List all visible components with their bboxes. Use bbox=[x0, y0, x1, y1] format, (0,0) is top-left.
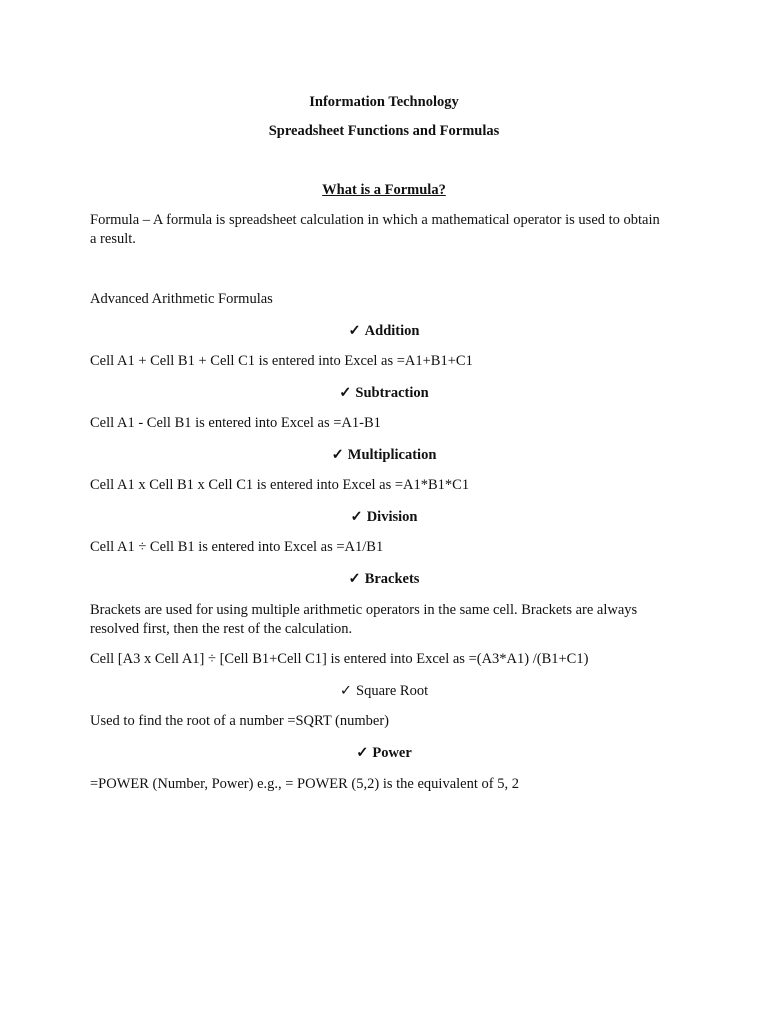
formula-definition: Formula – A formula is spreadsheet calculation in which a mathematical operator is used to obtain a result. bbox=[90, 212, 660, 247]
item-heading-addition bbox=[0, 322, 768, 341]
checkmark-icon: ✓ bbox=[331, 447, 344, 463]
formula-heading: What is a Formula? bbox=[322, 182, 446, 198]
item-heading-division bbox=[0, 508, 768, 527]
checkmark-icon: ✓ bbox=[339, 385, 352, 401]
item-text-square-root: Used to find the root of a number =SQRT (number) bbox=[90, 713, 389, 729]
item-heading-power bbox=[0, 744, 768, 763]
item-heading-square-root bbox=[0, 682, 768, 701]
document-title: Information Technology bbox=[309, 94, 459, 110]
item-heading-multiplication bbox=[0, 446, 768, 465]
section-title: Advanced Arithmetic Formulas bbox=[90, 291, 273, 307]
item-example-brackets: Cell [A3 x Cell A1] ÷ [Cell B1+Cell C1] is entered into Excel as =(A3*A1) /(B1+C1) bbox=[90, 651, 589, 667]
checkmark-icon: ✓ bbox=[348, 323, 361, 339]
checkmark-icon: ✓ bbox=[350, 509, 363, 525]
item-label: Subtraction bbox=[355, 385, 429, 401]
item-label: Multiplication bbox=[347, 447, 437, 463]
item-label: Power bbox=[372, 745, 412, 761]
item-text-subtraction: Cell A1 - Cell B1 is entered into Excel as =A1-B1 bbox=[90, 415, 381, 431]
item-text-brackets: Brackets are used for using multiple arithmetic operators in the same cell. Brackets are always resolved first, then the rest of the calculation. bbox=[90, 602, 638, 637]
item-text-addition: Cell A1 + Cell B1 + Cell C1 is entered into Excel as =A1+B1+C1 bbox=[90, 353, 473, 369]
item-label: Square Root bbox=[356, 683, 429, 699]
item-label: Brackets bbox=[364, 571, 420, 587]
checkmark-icon: ✓ bbox=[356, 745, 369, 761]
item-label: Addition bbox=[364, 323, 420, 339]
item-text-power: =POWER (Number, Power) e.g., = POWER (5,2) is the equivalent of 5, 2 bbox=[90, 776, 519, 792]
checkmark-icon: ✓ bbox=[348, 571, 361, 587]
checkmark-icon: ✓ bbox=[339, 683, 353, 699]
item-heading-subtraction bbox=[0, 384, 768, 403]
document-subtitle: Spreadsheet Functions and Formulas bbox=[268, 123, 500, 139]
item-label: Division bbox=[366, 509, 418, 525]
item-text-division: Cell A1 ÷ Cell B1 is entered into Excel as =A1/B1 bbox=[90, 539, 384, 555]
item-heading-brackets bbox=[0, 570, 768, 589]
item-text-multiplication: Cell A1 x Cell B1 x Cell C1 is entered into Excel as =A1*B1*C1 bbox=[90, 477, 470, 493]
